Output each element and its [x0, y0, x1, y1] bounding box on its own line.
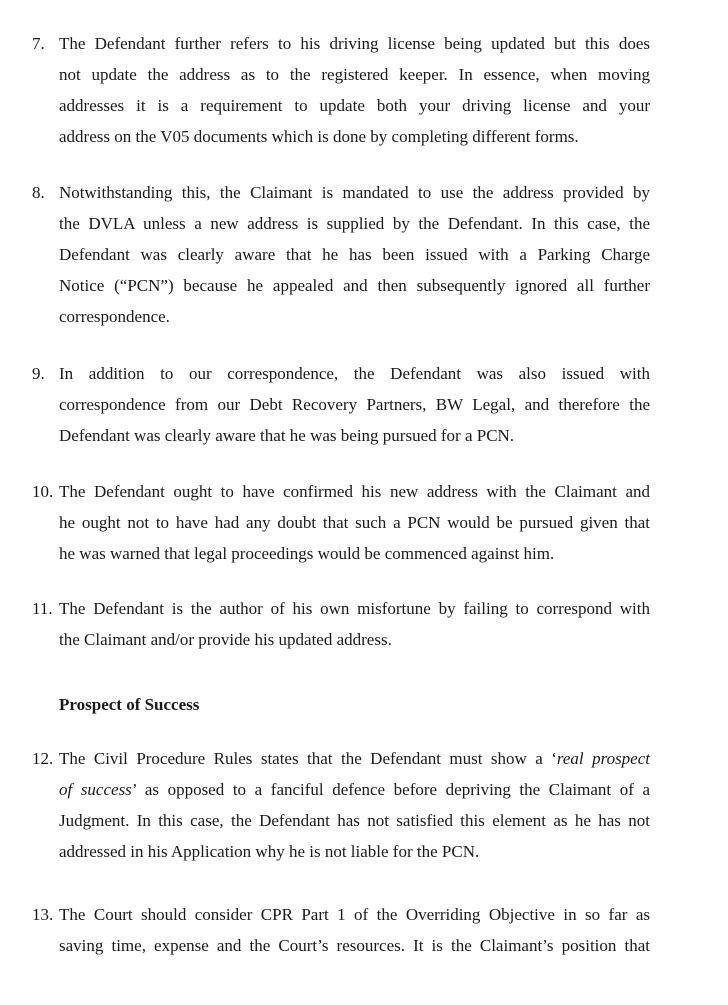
text-line: Defendant was clearly aware that he was being pursued for a PCN. [59, 426, 515, 445]
text-line: saving time, expense and the Court’s resources. It is the Claimant’s position that [59, 936, 650, 955]
paragraph-text [59, 28, 650, 152]
text-line: address on the V05 documents which is done by completing different forms. [59, 127, 579, 146]
text-segment: as opposed to a fanciful defence before depriving the Claimant of a [144, 780, 650, 799]
text-line: Judgment. In this case, the Defendant has not satisfied this element as he has not [59, 811, 650, 830]
paragraph-number: 12. [32, 749, 54, 768]
paragraph-text [59, 593, 650, 655]
text-line: The Court should consider CPR Part 1 of the Overriding Objective in so far as [59, 905, 650, 924]
paragraph-8 [32, 177, 650, 332]
paragraph-number: 9. [32, 364, 45, 383]
paragraph-number: 8. [32, 183, 45, 202]
text-line: Notice (“PCN”) because he appealed and then subsequently ignored all further [59, 276, 650, 295]
paragraph-text [59, 899, 650, 961]
paragraph-number: 7. [32, 34, 45, 53]
text-segment: The Civil Procedure Rules states that the Defendant must show a ‘ [59, 749, 557, 768]
paragraph-number: 13. [32, 905, 54, 924]
italic-text: real prospect [556, 749, 650, 768]
paragraph-12 [32, 743, 650, 867]
paragraph-text [59, 358, 650, 451]
text-line: he ought not to have had any doubt that such a PCN would be pursued given that [59, 513, 650, 532]
text-line: In addition to our correspondence, the Defendant was also issued with [59, 364, 650, 383]
text-line: addresses it is a requirement to update both your driving license and your [59, 96, 650, 115]
paragraph-text [59, 743, 650, 867]
text-line: The Defendant is the author of his own misfortune by failing to correspond with [59, 599, 650, 618]
text-line [59, 774, 650, 805]
paragraph-13 [32, 899, 650, 961]
text-line: correspondence. [59, 307, 170, 326]
text-line: the Claimant and/or provide his updated address. [59, 630, 392, 649]
paragraph-number: 11. [32, 599, 53, 618]
section-heading: Prospect of Success [59, 695, 200, 714]
paragraph-10 [32, 476, 650, 569]
text-line: not update the address as to the registered keeper. In essence, when moving [59, 65, 650, 84]
text-line: The Defendant ought to have confirmed his new address with the Claimant and [59, 482, 650, 501]
paragraph-text [59, 177, 650, 332]
paragraph-9 [32, 358, 650, 451]
text-line: Notwithstanding this, the Claimant is mandated to use the address provided by [59, 183, 650, 202]
text-line: he was warned that legal proceedings would be commenced against him. [59, 544, 555, 563]
text-line: Defendant was clearly aware that he has been issued with a Parking Charge [59, 245, 650, 264]
paragraph-7 [32, 28, 650, 152]
text-segment: ’ [131, 780, 137, 799]
paragraph-11 [32, 593, 650, 655]
text-line: addressed in his Application why he is not liable for the PCN. [59, 842, 480, 861]
text-line [59, 743, 650, 774]
text-line: The Defendant further refers to his driving license being updated but this does [59, 34, 650, 53]
paragraph-number: 10. [32, 482, 54, 501]
text-line: correspondence from our Debt Recovery Partners, BW Legal, and therefore the [59, 395, 650, 414]
text-line: the DVLA unless a new address is supplied by the Defendant. In this case, the [59, 214, 650, 233]
italic-text: of success [59, 780, 132, 799]
paragraph-text [59, 476, 650, 569]
